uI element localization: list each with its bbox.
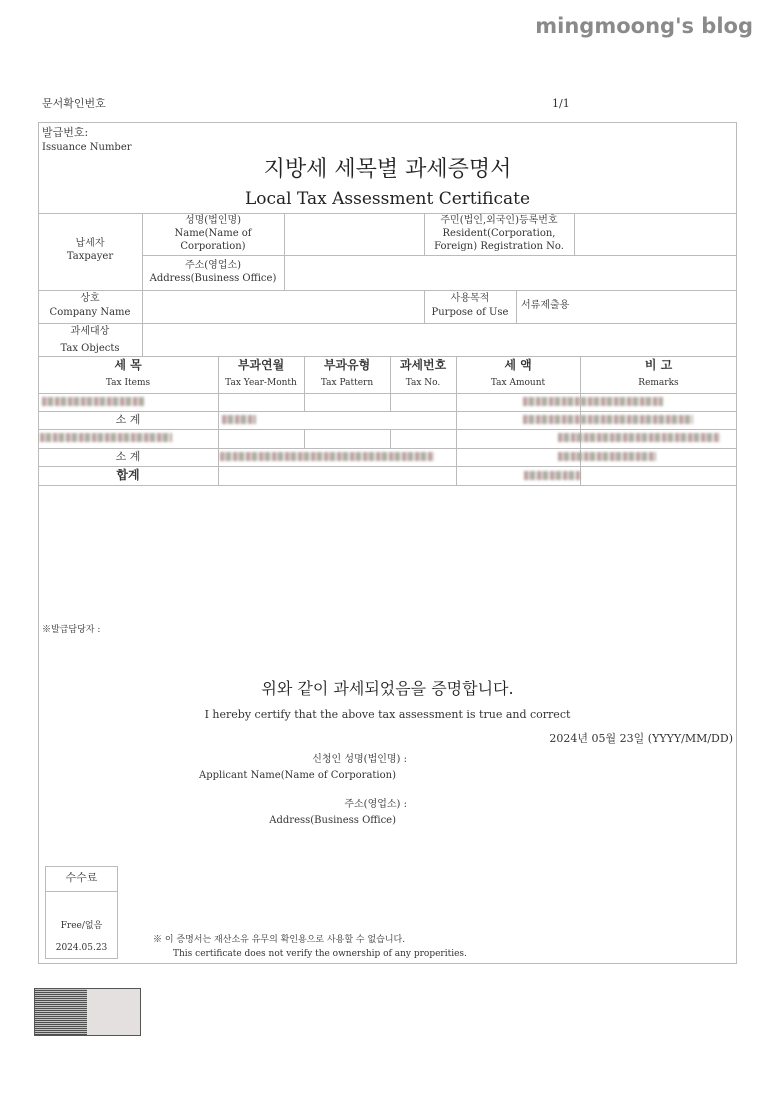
- purpose-label-ko: 사용목적: [450, 293, 490, 304]
- redacted-value: [222, 415, 256, 424]
- total-label: 합계: [116, 468, 140, 482]
- notice-ko: ※ 이 증명서는 재산소유 유무의 확인용으로 사용할 수 없습니다.: [153, 935, 406, 945]
- company-label-ko: 상호: [80, 293, 100, 304]
- header-year-month-ko: 부과연월: [237, 358, 285, 372]
- purpose-label-en: Purpose of Use: [431, 307, 509, 318]
- header-year-month-en: Tax Year-Month: [225, 378, 297, 388]
- company-label-en: Company Name: [49, 307, 131, 318]
- verification-code-image: [34, 988, 141, 1036]
- page-number: 1/1: [552, 97, 570, 110]
- redacted-tax-item: [42, 397, 144, 406]
- issuer-label: ※발급담당자 :: [42, 625, 101, 635]
- purpose-value: 서류제출용: [521, 300, 570, 311]
- applicant-name-en: Applicant Name(Name of Corporation): [198, 770, 396, 781]
- issuance-label-ko: 발급번호:: [42, 126, 89, 139]
- redacted-amount: [523, 415, 693, 424]
- redacted-tax-item: [40, 433, 172, 442]
- header-tax-no-ko: 과세번호: [399, 358, 447, 372]
- header-pattern-en: Tax Pattern: [320, 378, 374, 388]
- taxpayer-label-en: Taxpayer: [66, 251, 114, 262]
- address-label-ko: 주소(영업소): [184, 260, 242, 271]
- redacted-amount: [558, 452, 656, 461]
- doc-confirm-label: 문서확인번호: [42, 97, 106, 110]
- header-tax-items-ko: 세 목: [114, 358, 142, 372]
- issue-date: 2024년 05월 23일 (YYYY/MM/DD): [549, 732, 733, 745]
- header-remarks-ko: 비 고: [644, 358, 673, 372]
- redacted-total: [524, 471, 580, 480]
- redacted-amount: [523, 397, 663, 406]
- watermark-logo: mingmoong's blog: [535, 14, 753, 38]
- taxpayer-label-ko: 납세자: [75, 238, 105, 249]
- fee-date: 2024.05.23: [55, 943, 108, 953]
- tax-objects-label-en: Tax Objects: [60, 343, 120, 354]
- subtotal-label: 소 계: [115, 413, 141, 426]
- notice-en: This certificate does not verify the ownership of any properities.: [173, 949, 467, 959]
- redacted-amount: [558, 433, 720, 442]
- reg-label-ko: 주민(법인,외국인)등록번호: [440, 215, 558, 226]
- stamp-mark-icon: [87, 989, 140, 1035]
- fee-label: 수수료: [65, 871, 98, 884]
- header-tax-no-en: Tax No.: [405, 378, 441, 388]
- fee-value: Free/없음: [60, 921, 103, 931]
- name-label-en: Name(Name of: [174, 228, 252, 239]
- certify-en: I hereby certify that the above tax assessment is true and correct: [204, 708, 571, 721]
- address-label-en: Address(Business Office): [149, 273, 277, 284]
- applicant-address-en: Address(Business Office): [269, 815, 396, 826]
- redacted-value: [220, 452, 434, 461]
- issuance-label-en: Issuance Number: [42, 142, 132, 153]
- applicant-name-ko: 신청인 성명(법인명) :: [312, 754, 407, 765]
- header-tax-items-en: Tax Items: [105, 378, 151, 388]
- reg-label-en-2: Foreign) Registration No.: [434, 241, 564, 252]
- name-label-en-2: Corporation): [180, 241, 246, 252]
- header-amount-en: Tax Amount: [490, 378, 546, 388]
- header-amount-ko: 세 액: [504, 358, 532, 372]
- title-ko: 지방세 세목별 과세증명서: [263, 157, 512, 182]
- reg-label-en: Resident(Corporation,: [442, 228, 556, 239]
- header-pattern-ko: 부과유형: [323, 358, 371, 372]
- name-label-ko: 성명(법인명): [184, 215, 242, 226]
- applicant-address-ko: 주소(영업소) :: [344, 799, 407, 810]
- title-en: Local Tax Assessment Certificate: [244, 189, 531, 209]
- tax-objects-label-ko: 과세대상: [70, 326, 110, 337]
- header-remarks-en: Remarks: [638, 378, 679, 388]
- certify-ko: 위와 같이 과세되었음을 증명합니다.: [261, 679, 514, 698]
- qr-code-icon: [35, 989, 87, 1035]
- subtotal-label: 소 계: [115, 450, 141, 463]
